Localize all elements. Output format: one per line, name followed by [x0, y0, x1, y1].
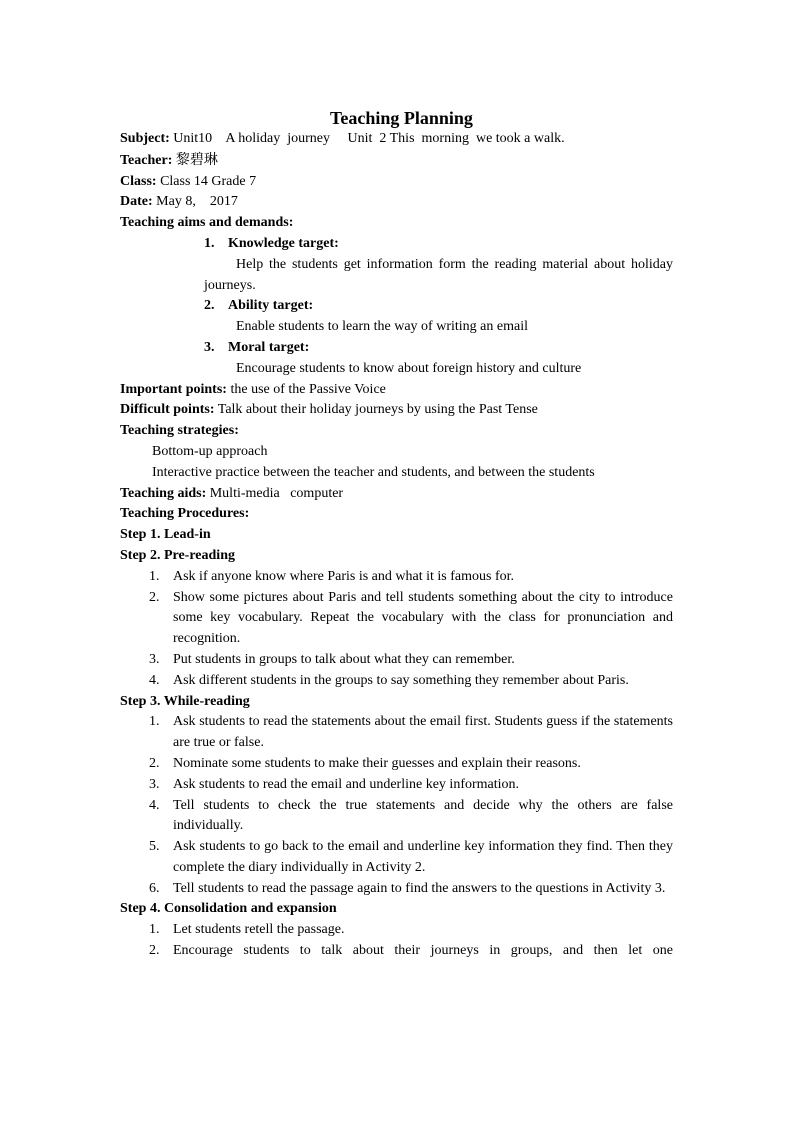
- aim-label: Ability target:: [228, 298, 314, 314]
- step-list: [120, 567, 673, 692]
- list-number: 3.: [149, 651, 160, 667]
- subject-line: [120, 129, 673, 150]
- list-text: Encourage students to talk about their journeys in groups, and then let one: [173, 943, 673, 959]
- aim-number: 3.: [204, 339, 215, 355]
- list-text: Ask students to go back to the email and underline key information they find. Then they complete the diary individually in Activity 2.: [173, 839, 673, 875]
- difficult-points-value: Talk about their holiday journeys by using the Past Tense: [217, 402, 538, 418]
- aims-heading: Teaching aims and demands:: [120, 215, 294, 231]
- list-item: [120, 941, 673, 962]
- aids-value: Multi-media computer: [209, 485, 344, 501]
- difficult-points-line: [120, 400, 673, 421]
- important-points-line: [120, 380, 673, 401]
- list-text: Ask if anyone know where Paris is and what it is famous for.: [173, 568, 514, 584]
- list-item: [120, 671, 673, 692]
- aim-number: 2.: [204, 298, 215, 314]
- important-points-label: Important points:: [120, 381, 227, 397]
- list-item: [120, 588, 673, 650]
- list-text: Ask different students in the groups to say something they remember about Paris.: [173, 672, 629, 688]
- list-number: 1.: [149, 714, 160, 730]
- list-number: 4.: [149, 672, 160, 688]
- page-title: Teaching Planning: [330, 108, 473, 128]
- list-number: 5.: [149, 839, 160, 855]
- list-text: Ask students to read the statements about the email first. Students guess if the statements are true or false.: [173, 714, 673, 751]
- list-number: 2.: [149, 589, 160, 605]
- aim-label: Knowledge target:: [228, 235, 339, 251]
- list-item: [120, 712, 673, 754]
- list-number: 2.: [149, 755, 160, 771]
- list-text: Tell students to read the passage again to find the answers to the questions in Activity 3.: [173, 880, 666, 896]
- procedures-heading: Teaching Procedures:: [120, 506, 250, 522]
- step-list: [120, 712, 673, 899]
- list-item: [120, 754, 673, 775]
- list-text: Put students in groups to talk about what they can remember.: [173, 651, 515, 667]
- document-page: [120, 107, 673, 962]
- step-heading: Step 4. Consolidation and expansion: [120, 901, 337, 917]
- list-item: [120, 920, 673, 941]
- list-item: [120, 567, 673, 588]
- list-number: 1.: [149, 568, 160, 584]
- list-number: 2.: [149, 943, 160, 959]
- teacher-label: Teacher:: [120, 152, 173, 168]
- step-heading: Step 3. While-reading: [120, 693, 250, 709]
- date-label: Date:: [120, 194, 153, 210]
- strategy-item: Interactive practice between the teacher and students, and between the students: [152, 464, 595, 480]
- important-points-value: the use of the Passive Voice: [230, 381, 386, 397]
- aim-item: [120, 338, 673, 380]
- list-number: 4.: [149, 797, 160, 813]
- class-value: Class 14 Grade 7: [160, 173, 257, 189]
- step-heading: Step 1. Lead-in: [120, 527, 211, 543]
- list-item: [120, 837, 673, 879]
- aim-text: Encourage students to know about foreign history and culture: [236, 360, 582, 376]
- aim-number: 1.: [204, 235, 215, 251]
- list-item: [120, 796, 673, 838]
- step-list: [120, 920, 673, 962]
- list-number: 3.: [149, 776, 160, 792]
- date-value: May 8, 2017: [156, 194, 238, 210]
- list-item: [120, 775, 673, 796]
- aim-label: Moral target:: [228, 339, 310, 355]
- difficult-points-label: Difficult points:: [120, 402, 215, 418]
- aids-line: [120, 484, 673, 505]
- aim-text: Enable students to learn the way of writing an email: [236, 319, 528, 335]
- strategies-heading: Teaching strategies:: [120, 423, 239, 439]
- list-text: Tell students to check the true statements and decide why the others are false individually.: [173, 797, 673, 834]
- list-number: 1.: [149, 922, 160, 938]
- step-heading: Step 2. Pre-reading: [120, 547, 235, 563]
- list-item: [120, 879, 673, 900]
- subject-label: Subject:: [120, 131, 170, 146]
- list-number: 6.: [149, 880, 160, 896]
- strategy-item: Bottom-up approach: [152, 443, 268, 459]
- list-text: Nominate some students to make their guesses and explain their reasons.: [173, 755, 581, 771]
- teacher-line: [120, 150, 673, 172]
- class-label: Class:: [120, 173, 157, 189]
- list-item: [120, 650, 673, 671]
- class-line: [120, 172, 673, 193]
- aim-text: Help the students get information form the reading material about holiday journeys.: [204, 256, 673, 293]
- aim-item: [120, 234, 673, 296]
- subject-value: Unit10 A holiday journey Unit 2 This morning we took a walk.: [173, 131, 565, 146]
- aids-label: Teaching aids:: [120, 485, 207, 501]
- list-text: Ask students to read the email and underline key information.: [173, 776, 520, 792]
- teacher-value: 黎碧琳: [175, 151, 218, 168]
- list-text: Let students retell the passage.: [173, 922, 345, 938]
- date-line: [120, 192, 673, 213]
- aim-item: [120, 296, 673, 338]
- list-text: Show some pictures about Paris and tell students something about the city to introduce some key vocabulary. Repeat the vocabulary with the class for pronunciation and recognition.: [173, 589, 673, 647]
